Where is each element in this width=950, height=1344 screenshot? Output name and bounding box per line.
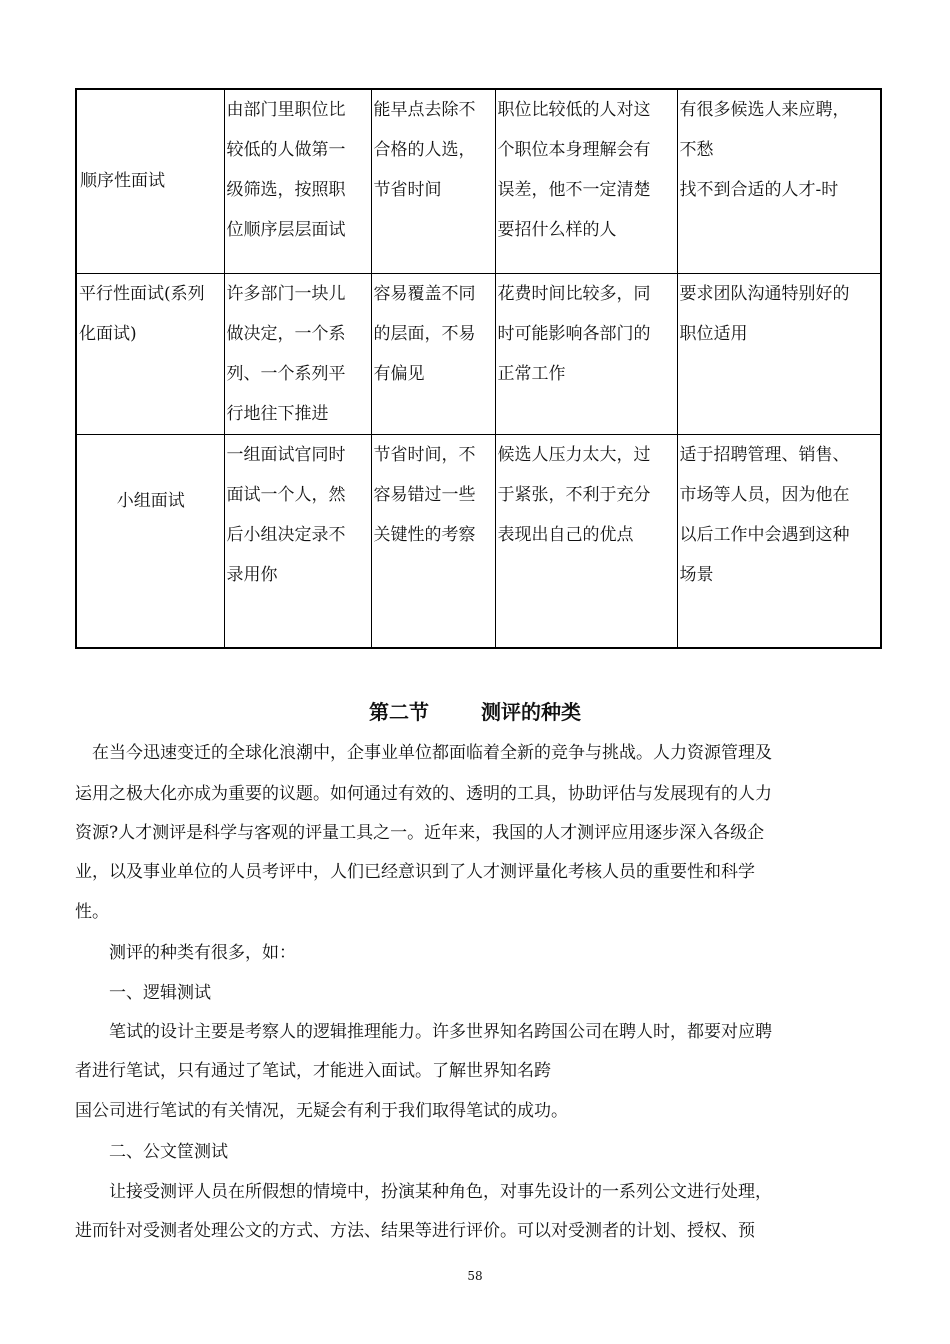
description-cell: 一组面试官同时 面试一个人，然 后小组决定录不 录用你 <box>224 434 371 648</box>
body-line: 性。 <box>75 902 109 922</box>
body-line: 让接受测评人员在所假想的情境中，扮演某种角色，对事先设计的一系列公文进行处理， <box>75 1182 772 1202</box>
table-row <box>76 89 881 273</box>
advantage-cell: 节省时间，不 容易错过一些 关键性的考察 <box>371 434 495 648</box>
page-number: 58 <box>467 1269 483 1283</box>
method-cell: 小组面试 <box>76 434 224 648</box>
method-cell: 顺序性面试 <box>76 89 224 273</box>
description-cell: 许多部门一块儿 做决定，一个系 列、一个系列平 行地往下推进 <box>224 273 371 434</box>
table-row <box>76 434 881 648</box>
body-line: 运用之极大化亦成为重要的议题。如何通过有效的、透明的工具，协助评估与发展现有的人力 <box>75 784 772 804</box>
description-cell: 由部门里职位比 较低的人做第一 级筛选，按照职 位顺序层层面试 <box>224 89 371 273</box>
interview-types-table <box>75 88 882 649</box>
section-heading <box>0 697 950 727</box>
subheading-in-basket-test: 二、公文筐测试 <box>75 1142 228 1162</box>
applicable-cell: 适于招聘管理、销售、 市场等人员，因为他在 以后工作中会遇到这种 场景 <box>677 434 881 648</box>
subheading-logic-test: 一、逻辑测试 <box>75 983 211 1003</box>
applicable-cell: 要求团队沟通特别好的 职位适用 <box>677 273 881 434</box>
section-number: 第二节 <box>369 700 429 724</box>
body-line: 业，以及事业单位的人员考评中，人们已经意识到了人才测评量化考核人员的重要性和科学 <box>75 862 755 882</box>
disadvantage-cell: 花费时间比较多，同 时可能影响各部门的 正常工作 <box>495 273 677 434</box>
section-title-text: 测评的种类 <box>481 700 581 724</box>
advantage-cell: 能早点去除不 合格的人选， 节省时间 <box>371 89 495 273</box>
disadvantage-cell: 职位比较低的人对这 个职位本身理解会有 误差，他不一定清楚 要招什么样的人 <box>495 89 677 273</box>
body-line: 笔试的设计主要是考察人的逻辑推理能力。许多世界知名跨国公司在聘人时，都要对应聘 <box>75 1022 772 1042</box>
body-line: 在当今迅速变迁的全球化浪潮中，企事业单位都面临着全新的竞争与挑战。人力资源管理及 <box>75 743 772 763</box>
body-line: 测评的种类有很多，如： <box>75 943 296 963</box>
table-row <box>76 273 881 434</box>
applicable-cell: 有很多候选人来应聘， 不愁 找不到合适的人才-时 <box>677 89 881 273</box>
body-line: 资源?人才测评是科学与客观的评量工具之一。近年来，我国的人才测评应用逐步深入各级企 <box>75 823 765 843</box>
body-line: 国公司进行笔试的有关情况，无疑会有利于我们取得笔试的成功。 <box>75 1101 568 1121</box>
disadvantage-cell: 候选人压力太大，过 于紧张，不利于充分 表现出自己的优点 <box>495 434 677 648</box>
advantage-cell: 容易覆盖不同 的层面，不易 有偏见 <box>371 273 495 434</box>
body-line: 者进行笔试，只有通过了笔试，才能进入面试。了解世界知名跨 <box>75 1061 551 1081</box>
method-cell: 平行性面试(系列 化面试) <box>76 273 224 434</box>
body-line: 进而针对受测者处理公文的方式、方法、结果等进行评价。可以对受测者的计划、授权、预 <box>75 1221 755 1241</box>
